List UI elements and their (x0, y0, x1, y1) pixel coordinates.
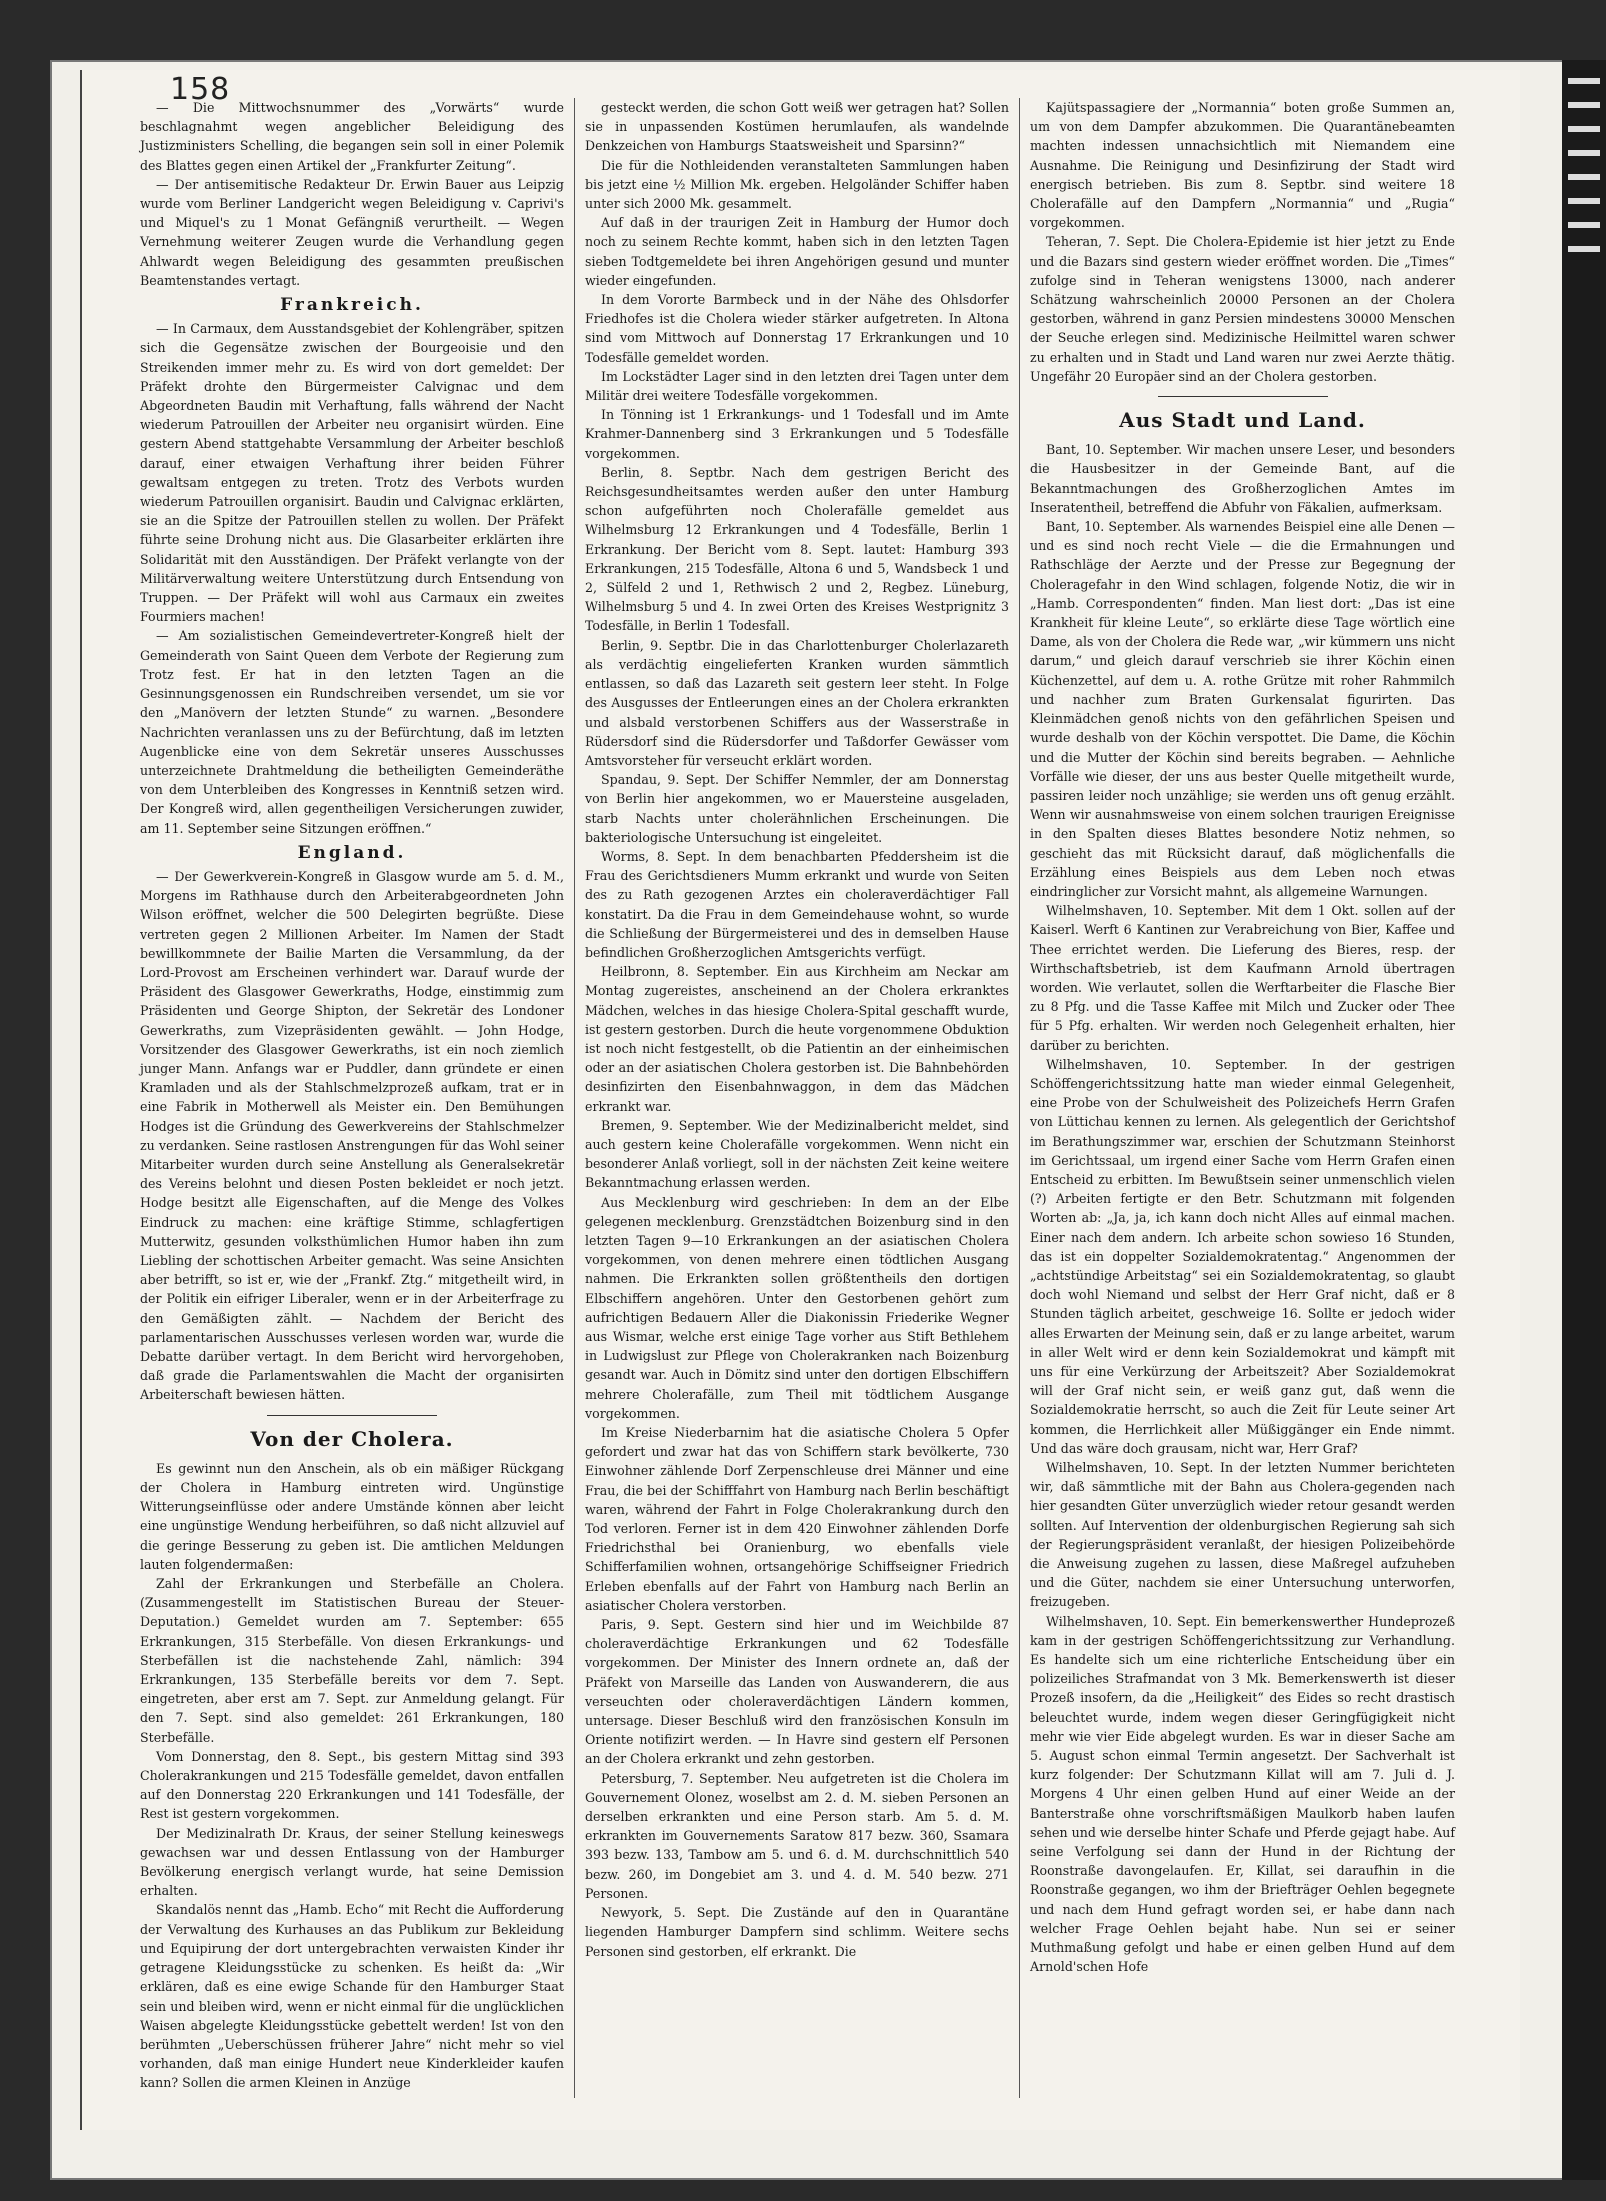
article-paragraph: Im Lockstädter Lager sind in den letzten drei Tagen unter dem Militär drei weitere Todesfälle vorgekommen. (585, 368, 1009, 404)
article-paragraph: Teheran, 7. Sept. Die Cholera-Epidemie ist hier jetzt zu Ende und die Bazars sind gestern wieder eröffnet worden. Die „Times“ zufolge sind in Teheran wenigstens 13000, nach anderer Schätzung wahrscheinlich 20000 Personen an der Cholera gestorben, während in ganz Persien mindestens 30000 Menschen der Seuche erlegen sind. Medizinische Heilmittel waren schwer zu erhalten und in Stadt und Land waren nur zwei Aerzte thätig. Ungefähr 20 Europäer sind an der Cholera gestorben. (1030, 234, 1455, 384)
article-paragraph: Im Kreise Niederbarnim hat die asiatische Cholera 5 Opfer gefordert und zwar hat das von Schiffern stark bevölkerte, 730 Einwohner zählende Dorf Zerpenschleuse drei Männer und eine Frau, die bei der Schifffahrt von Hamburg nach Berlin beschäftigt waren, während der Fahrt in Folge Cholerakrankung durch den Tod verloren. Ferner ist in dem 420 Einwohner zählenden Dorfe Friedrichsthal bei Oranienburg, wo ebenfalls viele Schifferfamilien wohnen, ortsangehörige Schiffseigner Friedrich Erleben ebenfalls auf der Fahrt von Hamburg nach Berlin an asiatischer Cholera verstorben. (585, 1425, 1009, 1613)
adjacent-page-edge (1562, 60, 1606, 2180)
article-paragraph: Die für die Nothleidenden veranstalteten Sammlungen haben bis jetzt eine ½ Million Mk. ergeben. Helgoländer Schiffer haben unter sich 2000 Mk. gesammelt. (585, 157, 1009, 212)
column-2 (575, 98, 1020, 2098)
article-paragraph: Worms, 8. Sept. In dem benachbarten Pfeddersheim ist die Frau des Gerichtsdieners Mumm erkrankt und wurde von Seiten des zu Rath gezogenen Arztes ein choleraverdächtiger Fall konstatirt. Da die Frau in dem Gemeindehause wohnt, so wurde die Schließung der Bürgermeisterei und des in demselben Hause befindlichen Großherzoglichen Amtsgerichts verfügt. (585, 848, 1009, 960)
section-heading-stadt-und-land: Aus Stadt und Land. (1119, 408, 1366, 433)
page-number: 158 (170, 72, 231, 107)
article-paragraph: In dem Vororte Barmbeck und in der Nähe des Ohlsdorfer Friedhofes ist die Cholera wieder stärker aufgetreten. In Altona sind vom Mittwoch auf Donnerstag 17 Erkrankungen und 10 Todesfälle gemeldet worden. (585, 292, 1009, 365)
article-paragraph: Wilhelmshaven, 10. September. In der gestrigen Schöffengerichtssitzung hatte man wieder einmal Gelegenheit, eine Probe von der Schulweisheit des Polizeichefs Herrn Grafen von Lüttichau kennen zu lernen. Als gelegentlich der Gerichtshof im Berathungszimmer war, erschien der Schutzmann Steinhorst im Gerichtssaal, um irgend einer Sache vom Herrn Grafen einen Entscheid zu erbitten. Im Bewußtsein seiner unmenschlich vielen (?) Arbeiten fertigte er den Betr. Schutzmann mit folgenden Worten ab: „Ja, ja, ich kann doch nicht Alles auf einmal machen. Einer nach dem andern. Ich arbeite schon sowieso 16 Stunden, das ist ein doppelter Sozialdemokratentag.“ Angenommen der „achtstündige Arbeitstag“ sei ein Sozialdemokratentag, so glaubt doch wohl Niemand und selbst der Herr Graf nicht, daß er 8 Stunden täglich arbeitet, geschweige 16. Sollte er jedoch wider alles Erwarten der Meinung sein, daß er zu lange arbeitet, warum in aller Welt wird er denn kein Sozialdemokrat und kämpft mit uns für eine Verkürzung der Arbeitszeit? Aber Sozialdemokrat will der Graf nicht sein, er weiß ganz gut, daß wenn die Sozialdemokratie herrscht, so auch die Zeit für Leute seiner Art kommen, die Herrlichkeit aller Müßiggänger ein Ende nimmt. Und das wäre doch grausam, nicht war, Herr Graf? (1030, 1056, 1455, 1456)
column-3 (1020, 98, 1465, 2098)
article-paragraph: — Der Gewerkverein-Kongreß in Glasgow wurde am 5. d. M., Morgens im Rathhause durch den Arbeiterabgeordneten John Wilson eröffnet, welcher die 500 Delegirten begrüßte. Diese vertreten gegen 2 Millionen Arbeiter. Im Namen der Stadt bewillkommnete der Bailie Marten die Versammlung, da der Lord-Provost am Erscheinen verhindert war. Darauf wurde der Präsident des Glasgower Gewerkraths, Hodge, einstimmig zum Präsidenten und George Shipton, der Sekretär des Londoner Gewerkraths, zum Vizepräsidenten gewählt. — John Hodge, Vorsitzender des Glasgower Gewerkraths, ist ein noch ziemlich junger Mann. Anfangs war er Puddler, dann gründete er einen Kramladen und als der Stahlschmelzprozeß aufkam, trat er in eine Fabrik in Motherwell als Meister ein. Den Bemühungen Hodges ist die Gründung des Gewerkvereins der Stahlschmelzer zu verdanken. Seine rastlosen Anstrengungen für das Wohl seiner Mitarbeiter wurden durch seine Anstellung als Generalsekretär des Vereins belohnt und diesen Posten bekleidet er noch jetzt. Hodge besitzt alle Eigenschaften, auf die Menge des Volkes Eindruck zu machen: eine kräftige Stimme, schlagfertigen Mutterwitz, gesunden volksthümlichen Humor haben ihn zum Liebling der schottischen Arbeiter gemacht. Was seine Ansichten aber betrifft, so ist er, wie der „Frankf. Ztg.“ mitgetheilt wird, in der Politik ein eifriger Liberaler, wenn er in der Arbeiterfrage zu den Gemäßigten zählt. — Nachdem der Bericht des parlamentarischen Ausschusses verlesen worden war, wurde die Debatte darüber vertagt. In dem Bericht wird hervorgehoben, daß grade die Parlamentswahlen die Macht der organisirten Arbeiterschaft bewiesen hätten. (140, 868, 564, 1403)
article-paragraph: Skandalös nennt das „Hamb. Echo“ mit Recht die Aufforderung der Verwaltung des Kurhauses an das Publikum zur Bekleidung und Equipirung der dort untergebrachten verwaisten Kinder ihr getragene Kleidungsstücke zu schenken. Es heißt da: „Wir erklären, daß es eine ewige Schande für den Hamburger Staat sein und bleiben wird, wenn er nicht einmal für die unglücklichen Waisen abgelegte Kleidungsstücke gebettelt werden! Ist von den berühmten „Ueberschüssen früherer Jahre“ nicht mehr so viel vorhanden, daß man einige Hundert neue Kinderkleider kaufen kann? Sollen die armen Kleinen in Anzüge (140, 1902, 564, 2091)
column-1 (130, 98, 575, 2098)
article-paragraph: Heilbronn, 8. September. Ein aus Kirchheim am Neckar am Montag zugereistes, anscheinend an der Cholera erkranktes Mädchen, welches in das hiesige Cholera-Spital geschafft wurde, ist gestern gestorben. Durch die heute vorgenommene Obduktion ist noch nicht festgestellt, ob die Patientin an der einheimischen oder an der asiatischen Cholera gestorben ist. Die Bahnbehörden desinfizirten den Eisenbahnwaggon, in dem das Mädchen erkrankt war. (585, 964, 1009, 1114)
article-paragraph: gesteckt werden, die schon Gott weiß wer getragen hat? Sollen sie in unpassenden Kostümen herumlaufen, als wandelnde Denkzeichen von Hamburgs Staatsweisheit und Sparsinn?“ (585, 100, 1009, 154)
article-paragraph: Petersburg, 7. September. Neu aufgetreten ist die Cholera im Gouvernement Olonez, woselbst am 2. d. M. sieben Personen an derselben erkrankten und eine Person starb. Am 5. d. M. erkrankten im Gouvernements Saratow 817 bezw. 360, Ssamara 393 bezw. 133, Tambow am 5. und 6. d. M. durchschnittlich 540 bezw. 260, im Dongebiet am 3. und 4. d. M. 540 bezw. 271 Personen. (585, 1770, 1009, 1901)
article-paragraph: Spandau, 9. Sept. Der Schiffer Nemmler, der am Donnerstag von Berlin hier angekommen, wo er Mauersteine ausgeladen, starb Nachts unter cholerähnlichen Erscheinungen. Die bakteriologische Untersuchung ist eingeleitet. (585, 772, 1009, 845)
section-divider (267, 1415, 437, 1416)
article-paragraph: Bremen, 9. September. Wie der Medizinalbericht meldet, sind auch gestern keine Cholerafälle vorgekommen. Wenn nicht ein besonderer Anlaß vorliegt, soll in der nächsten Zeit keine weitere Bekanntmachung erlassen werden. (585, 1117, 1009, 1191)
section-heading-frankreich: Frankreich. (280, 295, 424, 316)
article-paragraph: Wilhelmshaven, 10. Sept. Ein bemerkenswerther Hundeprozeß kam in der gestrigen Schöffengerichtssitzung zur Verhandlung. Es handelte sich um eine richterliche Entscheidung über ein polizeiliches Strafmandat von 3 Mk. Bemerkenswerth ist dieser Prozeß insofern, da die „Heiligkeit“ des Eides so recht drastisch beleuchtet wurde, indem wegen dieser Geringfügigkeit nicht mehr wie vier Eide abgelegt wurden. Es war in dieser Sache am 5. August schon einmal Termin angesetzt. Der Sachverhalt ist kurz folgender: Der Schutzmann Killat will am 7. Juli d. J. Morgens 4 Uhr einen gelben Hund auf einer Weide an der Banterstraße ohne vorschriftsmäßigen Maulkorb haben laufen sehen und wie derselbe hinter Schafe und Pferde gejagt habe. Auf seine Verfolgung sei dann der Hund in der Richtung der Roonstraße davongelaufen. Er, Killat, sei daraufhin in die Roonstraße gegangen, wo ihm der Briefträger Oehlen begegnete und nach dem Hund gefragt worden sei, er habe dann nach welcher Frage Oehlen bejaht habe. Nun sei er seiner Muthmaßung gefolgt und habe er einen gelben Hund auf dem Arnold'schen Hofe (1030, 1613, 1455, 1975)
article-paragraph: Auf daß in der traurigen Zeit in Hamburg der Humor doch noch zu seinem Rechte kommt, haben sich in den letzten Tagen sieben Todtgemeldete bei ihren Angehörigen gesund und munter wieder eingefunden. (585, 215, 1009, 288)
article-paragraph: — Am sozialistischen Gemeindevertreter-Kongreß hielt der Gemeinderath von Saint Queen dem Verbote der Regierung zum Trotz fest. Er hat in den letzten Tagen an die Gesinnungsgenossen ein Rundschreiben versendet, um sie vor den „Manövern der letzten Stunde“ zu warnen. „Besondere Nachrichten veranlassen uns zu der Befürchtung, daß im letzten Augenblicke eine von dem Sekretär unseres Ausschusses unterzeichnete Drahtmeldung die betheiligten Gemeinderäthe von dem Unterbleiben des Kongresses in Kenntniß setzen wird. Der Kongreß wird, allen gegentheiligen Versicherungen zuwider, am 11. September seine Sitzungen eröffnen.“ (140, 628, 564, 836)
article-paragraph: Vom Donnerstag, den 8. Sept., bis gestern Mittag sind 393 Cholerakrankungen und 215 Todesfälle gemeldet, davon entfallen auf den Donnerstag 220 Erkrankungen und 141 Todesfälle, der Rest ist gestern vorgekommen. (140, 1748, 564, 1822)
section-heading-cholera: Von der Cholera. (250, 1426, 454, 1451)
section-heading-england: England. (297, 842, 407, 863)
article-paragraph: Kajütspassagiere der „Normannia“ boten große Summen an, um von dem Dampfer abzukommen. Die Quarantänebeamten machten indessen unnachsichtlich mit Niemandem eine Ausnahme. Die Reinigung und Desinfizirung der Stadt wird energisch betrieben. Bis zum 8. Septbr. sind weitere 18 Cholerafälle auf den Dampfern „Normannia“ und „Rugia“ vorgekommen. (1030, 100, 1455, 231)
article-paragraph: Berlin, 9. Septbr. Die in das Charlottenburger Cholerlazareth als verdächtig eingelieferten Kranken wurden sämmtlich entlassen, so daß das Lazareth seit gestern leer steht. In Folge des Ausgusses der Entleerungen eines an der Cholera erkrankten und alsbald verstorbenen Schiffers aus der Wasserstraße in Rüdersdorf sind die Rüdersdorfer und Taßdorfer Gewässer vom Amtsvorsteher für verseucht erklärt worden. (585, 637, 1009, 768)
article-paragraph: Zahl der Erkrankungen und Sterbefälle an Cholera. (Zusammengestellt im Statistischen Bureau der Steuer-Deputation.) Gemeldet wurden am 7. September: 655 Erkrankungen, 315 Sterbefälle. Von diesen Erkrankungs- und Sterbefällen ist die nachstehende Zahl, nämlich: 394 Erkrankungen, 135 Sterbefälle bereits vor dem 7. Sept. eingetreten, aber erst am 7. Sept. zur Anmeldung gelangt. Für den 7. Sept. sind also gemeldet: 261 Erkrankungen, 180 Sterbefälle. (140, 1576, 564, 1745)
article-paragraph: Der Medizinalrath Dr. Kraus, der seiner Stellung keineswegs gewachsen war und dessen Entlassung von der Hamburger Bevölkerung energisch verlangt wurde, hat seine Demission erhalten. (140, 1825, 564, 1899)
article-paragraph: Wilhelmshaven, 10. Sept. In der letzten Nummer berichteten wir, daß sämmtliche mit der Bahn aus Cholera-gegenden nach hier gesandten Güter unverzüglich wieder retour gesandt werden sollten. Auf Intervention der oldenburgischen Regierung sah sich der Regierungspräsident veranlaßt, der hiesigen Polizeibehörde die Anweisung zugehen zu lassen, diese Maßregel aufzuheben und die Güter, nachdem sie einer Untersuchung unterworfen, freizugeben. (1030, 1460, 1455, 1610)
article-paragraph: Wilhelmshaven, 10. September. Mit dem 1 Okt. sollen auf der Kaiserl. Werft 6 Kantinen zur Verabreichung von Bier, Kaffee und Thee errichtet werden. Die Lieferung des Bieres, resp. der Wirthschaftsbetrieb, ist dem Kaufmann Arnold übertragen worden. Wie verlautet, sollen die Werftarbeiter die Flasche Bier zu 8 Pfg. und die Tasse Kaffee mit Milch und Zucker oder Thee für 5 Pfg. erhalten. Wir werden noch Gelegenheit erhalten, hier darüber zu berichten. (1030, 903, 1455, 1053)
article-paragraph: — Der antisemitische Redakteur Dr. Erwin Bauer aus Leipzig wurde vom Berliner Landgericht wegen Beleidigung v. Caprivi's und Miquel's zu 1 Monat Gefängniß verurtheilt. — Wegen Vernehmung weiterer Zeugen wurde die Verhandlung gegen Ahlwardt wegen Beleidigung des gesammten preußischen Beamtenstandes vertagt. (140, 176, 564, 288)
article-paragraph: — In Carmaux, dem Ausstandsgebiet der Kohlengräber, spitzen sich die Gegensätze zwischen der Bourgeoisie und den Streikenden immer mehr zu. Es wird von dort gemeldet: Der Präfekt drohte den Bürgermeister Calvignac und dem Abgeordneten Baudin mit Verhaftung, falls während der Nacht wiederum Patrouillen der Arbeiter neu organisirt würden. Eine gestern Abend stattgehabte Versammlung der Arbeiter beschloß darauf, einer etwaigen Verhaftung ihrer beiden Führer gewaltsam entgegen zu treten. Trotz des Verbots wurden wiederum Patrouillen organisirt. Baudin und Calvignac erklärten, sie an die Spitze der Patrouillen stellen zu wollen. Der Präfekt führte seine Drohung nicht aus. Die Glasarbeiter erklärten ihre Solidarität mit den Ausständigen. Der Präfekt verlangte von der Militärverwaltung weitere Unterstützung durch Entsendung von Truppen. — Der Präfekt will wohl aus Carmaux ein zweites Fourmiers machen! (140, 321, 564, 625)
article-paragraph: — Die Mittwochsnummer des „Vorwärts“ wurde beschlagnahmt wegen angeblicher Beleidigung des Justizministers Schelling, die begangen sein soll in einer Polemik des Blattes gegen einen Artikel der „Frankfurter Zeitung“. (140, 100, 564, 173)
section-divider (1158, 396, 1328, 397)
article-paragraph: Aus Mecklenburg wird geschrieben: In dem an der Elbe gelegenen mecklenburg. Grenzstädtchen Boizenburg sind in den letzten Tagen 9—10 Erkrankungen an der asiatischen Cholera vorgekommen, von denen mehrere einen tödtlichen Ausgang nahmen. Die Erkrankten sollen größtentheils den dortigen Elbschiffern angehören. Unter den Gestorbenen gehört zum aufrichtigen Bedauern Aller die Diakonissin Friederike Wegner aus Wismar, welche erst einige Tage vorher aus Stift Bethlehem in Ludwigslust zur Pflege von Cholerakranken nach Boizenburg gesandt war. Auch in Dömitz sind unter den dortigen Elbschiffern mehrere Cholerafälle, zum Theil mit tödtlichem Ausgange vorgekommen. (585, 1194, 1009, 1421)
article-paragraph: Es gewinnt nun den Anschein, als ob ein mäßiger Rückgang der Cholera in Hamburg eintreten wird. Ungünstige Witterungseinflüsse oder andere Umstände können aber leicht eine ungünstige Wendung herbeiführen, so daß nicht allzuviel auf die geringe Besserung zu geben ist. Die amtlichen Meldungen lauten folgendermaßen: (140, 1460, 564, 1572)
article-paragraph: Newyork, 5. Sept. Die Zustände auf den in Quarantäne liegenden Hamburger Dampfern sind schlimm. Weitere sechs Personen sind gestorben, elf erkrankt. Die (585, 1905, 1009, 1959)
article-paragraph: Paris, 9. Sept. Gestern sind hier und im Weichbilde 87 choleraverdächtige Erkrankungen und 62 Todesfälle vorgekommen. Der Minister des Innern ordnete an, daß der Präfekt von Marseille das Landen von Auswanderern, die aus verseuchten oder choleraverdächtigen Ländern kommen, untersage. Dieser Beschluß wird den französischen Konsuln im Oriente notifizirt werden. — In Havre sind gestern elf Personen an der Cholera erkrankt und zehn gestorben. (585, 1617, 1009, 1767)
article-paragraph: In Tönning ist 1 Erkrankungs- und 1 Todesfall und im Amte Krahmer-Dannenberg sind 3 Erkrankungen und 5 Todesfälle vorgekommen. (585, 407, 1009, 461)
article-paragraph: Bant, 10. September. Als warnendes Beispiel eine alle Denen — und es sind noch recht Viele — die die Ermahnungen und Rathschläge der Aerzte und der Presse zur Begegnung der Choleragefahr in den Wind schlagen, folgende Notiz, die wir in „Hamb. Correspondenten“ finden. Man liest dort: „Das ist eine Krankheit für kleine Leute“, so erklärte diese Tage wörtlich eine Dame, als von der Cholera die Rede war, „wir kümmern uns nicht darum,“ und gleich darauf verschrieb sie ihrer Köchin einen Küchenzettel, auf dem u. A. rothe Grütze mit roher Rahmmilch und nachher zum Braten Gurkensalat figurirten. Das Kleinmädchen genoß nichts von den gefährlichen Speisen und wurde deshalb von der Köchin verspottet. Die Dame, die Köchin und die Mutter der Köchin sind bereits begraben. — Aehnliche Vorfälle wie dieser, der uns aus bester Quelle mitgetheilt wurde, passiren leider noch unzählige; sie werden uns oft genug erzählt. Wenn wir ausnahmsweise von einem solchen traurigen Ereignisse in den Spalten dieses Blattes besondere Notiz nehmen, so geschieht das mit Rücksicht darauf, daß möglichenfalls die Erzählung eines Beispiels aus dem Leben noch etwas eindringlicher zur Vorsicht mahnt, als allgemeine Warnungen. (1030, 519, 1455, 899)
text-columns (130, 98, 1510, 2098)
article-paragraph: Bant, 10. September. Wir machen unsere Leser, und besonders die Hausbesitzer in der Gemeinde Bant, auf die Bekanntmachungen des Großherzoglichen Amtes im Inseratentheil, betreffend die Abfuhr von Fäkalien, aufmerksam. (1030, 442, 1455, 515)
article-paragraph: Berlin, 8. Septbr. Nach dem gestrigen Bericht des Reichsgesundheitsamtes werden außer den unter Hamburg schon aufgeführten noch Cholerafälle gemeldet aus Wilhelmsburg 12 Erkrankungen und 4 Todesfälle, Berlin 1 Erkrankung. Der Bericht vom 8. Sept. lautet: Hamburg 393 Erkrankungen, 215 Todesfälle, Altona 6 und 5, Wandsbeck 1 und 2, Sülfeld 2 und 1, Rethwisch 2 und 2, Regbez. Lüneburg, Wilhelmsburg 5 und 4. In zwei Orten des Kreises Westprignitz 3 Todesfälle, in Berlin 1 Todesfall. (585, 464, 1009, 634)
